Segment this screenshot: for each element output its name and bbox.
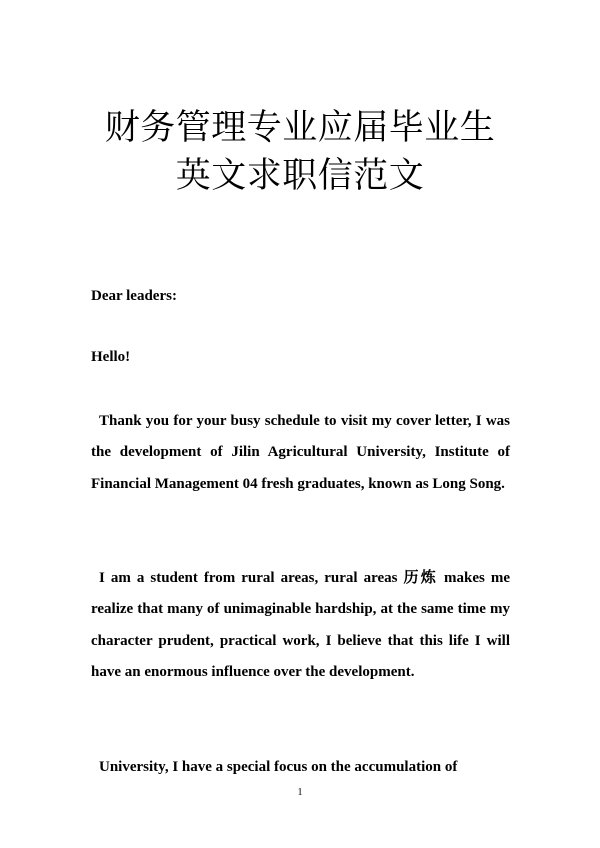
- page-number: 1: [297, 787, 303, 798]
- salutation: Dear leaders:: [91, 288, 177, 304]
- paragraph-2: [91, 563, 510, 688]
- greeting: Hello!: [91, 349, 131, 365]
- paragraph-1: [91, 406, 510, 500]
- paragraph-1-text: Thank you for your busy schedule to visit my cover letter, I was the development of Jilin Agricultural University, Institute of Financial Management 04 fresh graduates, known as Long Song.: [91, 413, 510, 492]
- paragraph-3-text: University, I have a special focus on the accumulation of: [99, 759, 458, 775]
- paragraph-2-text: I am a student from rural areas, rural areas 历炼 makes me realize that many of unimaginable hardship, at the same time my character prudent, practical work, I believe that this life I will have an enormous influence over the development.: [91, 570, 510, 680]
- document-title-line-1: 财务管理专业应届毕业生: [104, 108, 496, 148]
- paragraph-3: [91, 752, 510, 783]
- document-title-line-2: 英文求职信范文: [175, 156, 425, 196]
